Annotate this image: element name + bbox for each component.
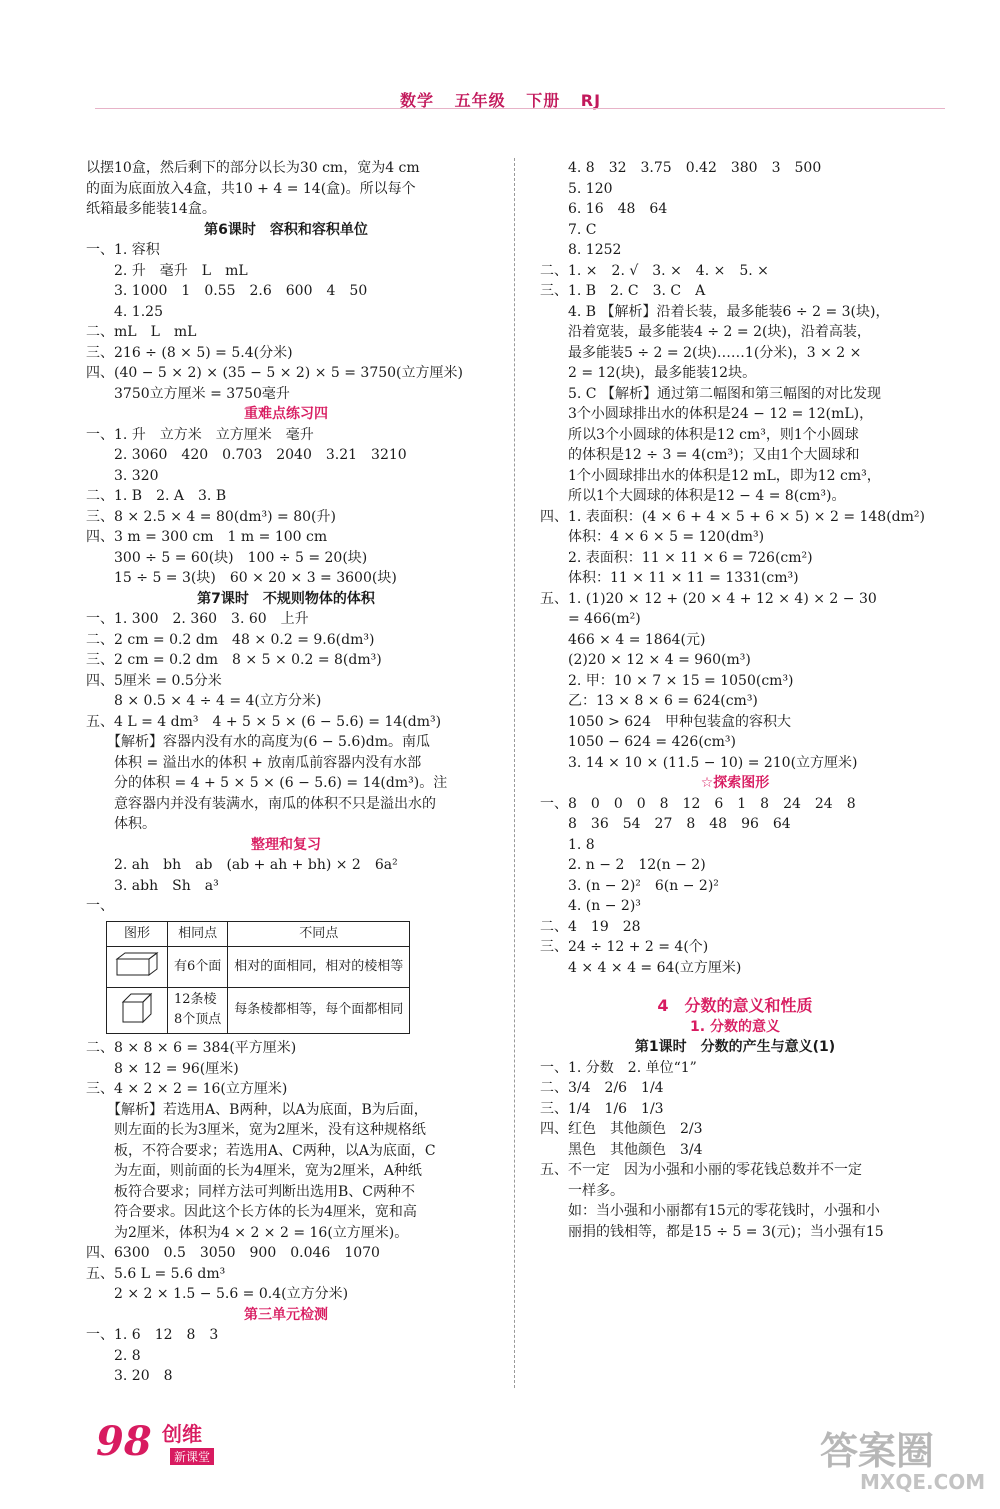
answer-line: 2. ah bh ab (ab + ah + bh) × 2 6a² <box>86 857 398 873</box>
answer-line: 一、1. 300 2. 360 3. 60 上升 <box>86 611 309 627</box>
answer-line: 3. (n − 2)² 6(n − 2)² <box>540 877 719 894</box>
table-cell-line: 8个顶点 <box>174 1012 222 1028</box>
answer-line: 所以1个大圆球的体积是12 − 4 = 8(cm³)。 <box>540 488 846 504</box>
header-edition: RJ <box>580 91 602 110</box>
answer-line: 的面为底面放入4盒，共10 + 4 = 14(盒)。所以每个 <box>86 180 416 197</box>
answer-line: 二、3/4 2/6 1/4 <box>540 1080 664 1096</box>
answer-line: 乙：13 × 8 × 6 = 624(cm³) <box>540 693 758 709</box>
answer-line: 3. 320 <box>86 467 159 484</box>
answer-line: 2. 升 毫升 L mL <box>86 262 248 279</box>
answer-line: (2)20 × 12 × 4 = 960(m³) <box>540 652 751 668</box>
answer-line: 五、4 L = 4 dm³ 4 + 5 × 5 × (6 − 5.6) = 14(dm³) <box>86 713 442 730</box>
answer-line: 2. 3060 420 0.703 2040 3.21 3210 <box>86 447 407 463</box>
answer-line: 466 × 4 = 1864(元) <box>540 631 706 648</box>
answer-line: 一、1. 容积 <box>86 242 160 258</box>
answer-line: 一、1. 6 12 8 3 <box>86 1327 219 1343</box>
answer-line: 15 ÷ 5 = 3(块) 60 × 20 × 3 = 3600(块) <box>86 570 397 586</box>
section-heading: 4 分数的意义和性质 <box>657 996 813 1015</box>
answer-line: 二、1. × 2. √ 3. × 4. × 5. × <box>540 262 769 279</box>
answer-line: 三、8 × 2.5 × 4 = 80(dm³) = 80(升) <box>86 508 336 525</box>
page-number: 98 <box>96 1418 152 1465</box>
answer-line: = 466(m²) <box>540 611 641 627</box>
answer-line: 5. C 【解析】通过第二幅图和第三幅图的对比发现 <box>540 385 881 402</box>
answer-line: 300 ÷ 5 = 60(块) 100 ÷ 5 = 20(块) <box>86 549 368 566</box>
answer-line: 三、2 cm = 0.2 dm 8 × 5 × 0.2 = 8(dm³) <box>86 652 382 668</box>
answer-line: 4. (n − 2)³ <box>540 898 641 914</box>
answer-line: 4. 1.25 <box>86 303 163 320</box>
brand-logo-sub: 新课堂 <box>170 1448 214 1465</box>
answer-line: 1. 8 <box>540 836 595 853</box>
answer-line: 一、1. 升 立方米 立方厘米 毫升 <box>86 426 314 443</box>
brand-logo: 创维 <box>162 1422 202 1446</box>
answer-line: 4 × 4 × 4 = 64(立方厘米) <box>540 959 742 976</box>
section-heading: 第三单元检测 <box>244 1306 328 1323</box>
answer-line: 体积。 <box>86 816 156 832</box>
answer-line: 2 × 2 × 1.5 − 5.6 = 0.4(立方分米) <box>86 1286 349 1302</box>
answer-line: 3个小圆球排出水的体积是24 − 12 = 12(mL)， <box>540 406 874 422</box>
answer-line: 板，不符合要求；若选用A、C两种，以A为底面，C <box>86 1142 436 1159</box>
answer-line: 4. 8 32 3.75 0.42 380 3 500 <box>540 160 822 176</box>
answer-line: 二、mL L mL <box>86 324 197 340</box>
section-heading: 整理和复习 <box>251 836 321 853</box>
table-cell-line: 12条棱 <box>174 991 217 1007</box>
section-heading: 第7课时 不规则物体的体积 <box>197 590 375 607</box>
answer-line: 3750立方厘米 = 3750毫升 <box>86 385 290 402</box>
answer-line: 分的体积 = 4 + 5 × 5 × (6 − 5.6) = 14(dm³)。注 <box>86 775 448 791</box>
section-heading: ☆探索图形 <box>700 775 770 791</box>
answer-line: 8 × 12 = 96(厘米) <box>86 1060 239 1077</box>
table-cell: 有6个面 <box>168 947 228 988</box>
answer-line: 5. 120 <box>540 180 613 197</box>
answer-line: 7. C <box>540 221 597 238</box>
table-cell: 每条棱都相等，每个面都相同 <box>228 987 410 1034</box>
answer-line: 纸箱最多能装14盒。 <box>86 201 216 217</box>
answer-line: 1个小圆球排出水的体积是12 mL，即为12 cm³， <box>540 467 881 484</box>
answer-line: 2. n − 2 12(n − 2) <box>540 857 706 873</box>
header-grade: 五年级 <box>454 91 506 110</box>
answer-line: 四、红色 其他颜色 2/3 <box>540 1121 703 1137</box>
answer-line: 3. abh Sh a³ <box>86 877 219 894</box>
answer-line: 2. 甲：10 × 7 × 15 = 1050(cm³) <box>540 672 794 689</box>
answer-line: 2 = 12(块)，最多能装12块。 <box>540 365 757 381</box>
answer-line: 四、(40 − 5 × 2) × (35 − 5 × 2) × 5 = 3750(立方厘米) <box>86 365 463 381</box>
answer-line: 8 × 0.5 × 4 ÷ 4 = 4(立方分米) <box>86 693 322 709</box>
answer-line: 3. 14 × 10 × (11.5 − 10) = 210(立方厘米) <box>540 754 858 771</box>
answer-line: 丽捐的钱相等，都是15 ÷ 5 = 3(元)；当小强有15 <box>540 1223 884 1240</box>
answer-line: 四、1. 表面积：(4 × 6 + 4 × 5 + 6 × 5) × 2 = 148(dm²) <box>540 508 925 525</box>
answer-line: 一、8 0 0 0 8 12 6 1 8 24 24 8 <box>540 795 856 812</box>
answer-line: 【解析】若选用A、B两种，以A为底面，B为后面， <box>86 1101 428 1118</box>
answer-line: 沿着宽装，最多能装4 ÷ 2 = 2(块)，沿着高装， <box>540 324 871 340</box>
answer-line: 体积：4 × 6 × 5 = 120(dm³) <box>540 529 765 545</box>
answer-line: 6. 16 48 64 <box>540 201 668 217</box>
answer-line: 符合要求。因此这个长方体的长为4厘米，宽和高 <box>86 1204 417 1220</box>
answer-line: 1050 − 624 = 426(cm³) <box>540 734 736 750</box>
right-column <box>540 158 930 1242</box>
table-cell: 相对的面相同，相对的棱相等 <box>228 947 410 988</box>
answer-line: 四、6300 0.5 3050 900 0.046 1070 <box>86 1245 380 1261</box>
answer-line: 2. 表面积：11 × 11 × 6 = 726(cm²) <box>540 549 813 566</box>
answer-line: 4. B 【解析】沿着长装，最多能装6 ÷ 2 = 3(块)， <box>540 303 890 320</box>
answer-line: 意容器内并没有装满水，南瓜的体积不只是溢出水的 <box>86 795 436 812</box>
section-heading: 1. 分数的意义 <box>690 1018 780 1035</box>
answer-line: 体积 = 溢出水的体积 + 放南瓜前容器内没有水部 <box>86 754 422 771</box>
answer-line: 体积：11 × 11 × 11 = 1331(cm³) <box>540 570 799 586</box>
answer-line: 则左面的长为3厘米，宽为2厘米，没有这种规格纸 <box>86 1122 426 1138</box>
answer-line: 3. 1000 1 0.55 2.6 600 4 50 <box>86 283 368 299</box>
answer-line: 四、3 m = 300 cm 1 m = 100 cm <box>86 529 328 545</box>
table-header: 不同点 <box>228 921 410 947</box>
watermark: 答案圈 <box>820 1429 935 1473</box>
answer-line: 二、1. B 2. A 3. B <box>86 488 227 504</box>
header-rule <box>95 108 945 109</box>
table-header: 图形 <box>107 921 168 947</box>
left-column <box>86 158 486 1387</box>
header-subject: 数学 <box>400 91 435 110</box>
section-heading: 第1课时 分数的产生与意义(1) <box>634 1039 836 1055</box>
watermark-url: MXQE.COM <box>860 1470 986 1494</box>
answer-line: 8. 1252 <box>540 242 622 258</box>
answer-line: 所以3个小圆球的体积是12 cm³，则1个小圆球 <box>540 426 859 443</box>
answer-line: 五、1. (1)20 × 12 + (20 × 4 + 12 × 4) × 2 − 30 <box>540 590 877 607</box>
spacer <box>540 978 930 996</box>
answer-line: 为2厘米，体积为4 × 2 × 2 = 16(立方厘米)。 <box>86 1224 409 1241</box>
answer-line: 最多能装5 ÷ 2 = 2(块)……1(分米)，3 × 2 × <box>540 344 862 361</box>
answer-line: 8 36 54 27 8 48 96 64 <box>540 816 791 832</box>
comparison-table <box>106 921 410 1035</box>
answer-line: 板符合要求；同样方法可判断出选用B、C两种不 <box>86 1183 415 1200</box>
cuboid-icon <box>107 947 168 988</box>
answer-line: 二、2 cm = 0.2 dm 48 × 0.2 = 9.6(dm³) <box>86 631 375 648</box>
answer-line: 一、 <box>86 898 114 914</box>
page-header <box>0 0 1000 140</box>
answer-line: 黑色 其他颜色 3/4 <box>540 1141 703 1158</box>
answer-line: 五、不一定 因为小强和小丽的零花钱总数并不一定 <box>540 1162 862 1178</box>
answer-line: 三、4 × 2 × 2 = 16(立方厘米) <box>86 1081 288 1097</box>
answer-line: 二、8 × 8 × 6 = 384(平方厘米) <box>86 1040 297 1056</box>
answer-line: 如：当小强和小丽都有15元的零花钱时，小强和小 <box>540 1203 880 1219</box>
table-header: 相同点 <box>168 921 228 947</box>
table-cell <box>168 987 228 1034</box>
answer-line: 三、216 ÷ (8 × 5) = 5.4(分米) <box>86 344 293 361</box>
answer-line: 二、4 19 28 <box>540 918 641 935</box>
cube-icon <box>107 987 168 1034</box>
answer-line: 一、1. 分数 2. 单位“1” <box>540 1059 697 1076</box>
answer-line: 三、24 ÷ 12 + 2 = 4(个) <box>540 939 709 955</box>
answer-line: 以摆10盒，然后剩下的部分以长为30 cm，宽为4 cm <box>86 160 420 176</box>
answer-line: 一样多。 <box>540 1182 624 1199</box>
section-heading: 重难点练习四 <box>244 406 328 422</box>
answer-line: 1050 > 624 甲种包装盒的容积大 <box>540 713 791 730</box>
section-heading: 第6课时 容积和容积单位 <box>204 221 368 238</box>
column-divider <box>514 158 515 1388</box>
answer-line: 【解析】容器内没有水的高度为(6 − 5.6)dm。南瓜 <box>86 734 430 750</box>
answer-line: 三、1. B 2. C 3. C A <box>540 283 706 299</box>
answer-line: 为左面，则前面的长为4厘米，宽为2厘米，A种纸 <box>86 1163 422 1179</box>
answer-line: 的体积是12 ÷ 3 = 4(cm³)；又由1个大圆球和 <box>540 447 860 463</box>
header-term: 下册 <box>526 91 561 110</box>
answer-line: 2. 8 <box>86 1347 141 1364</box>
answer-line: 四、5厘米 = 0.5分米 <box>86 672 222 689</box>
answer-line: 五、5.6 L = 5.6 dm³ <box>86 1265 226 1282</box>
answer-line: 3. 20 8 <box>86 1368 173 1384</box>
answer-line: 三、1/4 1/6 1/3 <box>540 1100 664 1117</box>
